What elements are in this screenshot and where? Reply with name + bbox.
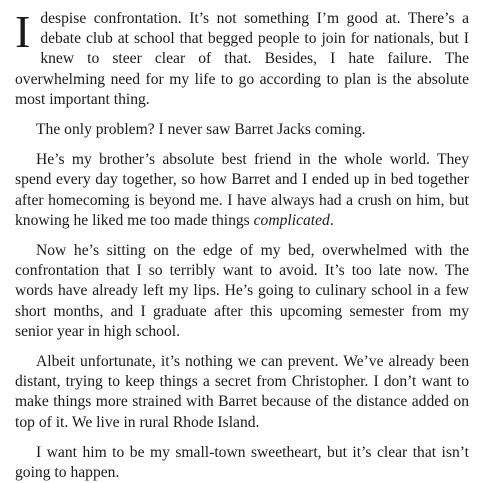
paragraph-5-text: Albeit unfortunate, it’s nothing we can prevent. We’ve already been distant, trying to keep things a secret from Christopher. I don’t want to make things more strained with Barret because of the distance added on top of it. We live in rural Rhode Island. <box>15 353 469 431</box>
paragraph-3 <box>15 150 469 231</box>
paragraph-3-text: He’s my brother’s absolute best friend in the whole world. They spend every day together, so how Barret and I ended up in bed together after homecoming is beyond me. I have always had a crush on him, but knowing he liked me too made things <box>15 151 469 229</box>
paragraph-3-emphasis: complicated <box>253 211 330 229</box>
paragraph-2-text: The only problem? I never saw Barret Jacks coming. <box>36 121 366 139</box>
paragraph-6-text: I want him to be my small-town sweetheart, but it’s clear that isn’t going to happen. <box>15 443 469 482</box>
paragraph-4-text: Now he’s sitting on the edge of my bed, overwhelmed with the confrontation that I so terribly want to avoid. It’s too late now. The words have already left my lips. He’s going to culinary school in a few short months, and I graduate after this upcoming semester from my senior year in high school. <box>15 242 469 340</box>
paragraph-1 <box>15 6 469 110</box>
book-page <box>15 6 469 483</box>
paragraph-3-tail: . <box>329 211 334 229</box>
drop-cap: I <box>15 6 31 57</box>
paragraph-5 <box>15 352 469 433</box>
paragraph-6 <box>15 443 469 483</box>
paragraph-2 <box>15 120 469 140</box>
paragraph-1-text: despise confrontation. It’s not something I’m good at. There’s a debate club at school that begged people to join for nationals, but I knew to steer clear of that. Besides, I hate failure. The overwhelming need for my life to go according to plan is the absolute most important thing. <box>15 10 469 108</box>
paragraph-4 <box>15 241 469 342</box>
